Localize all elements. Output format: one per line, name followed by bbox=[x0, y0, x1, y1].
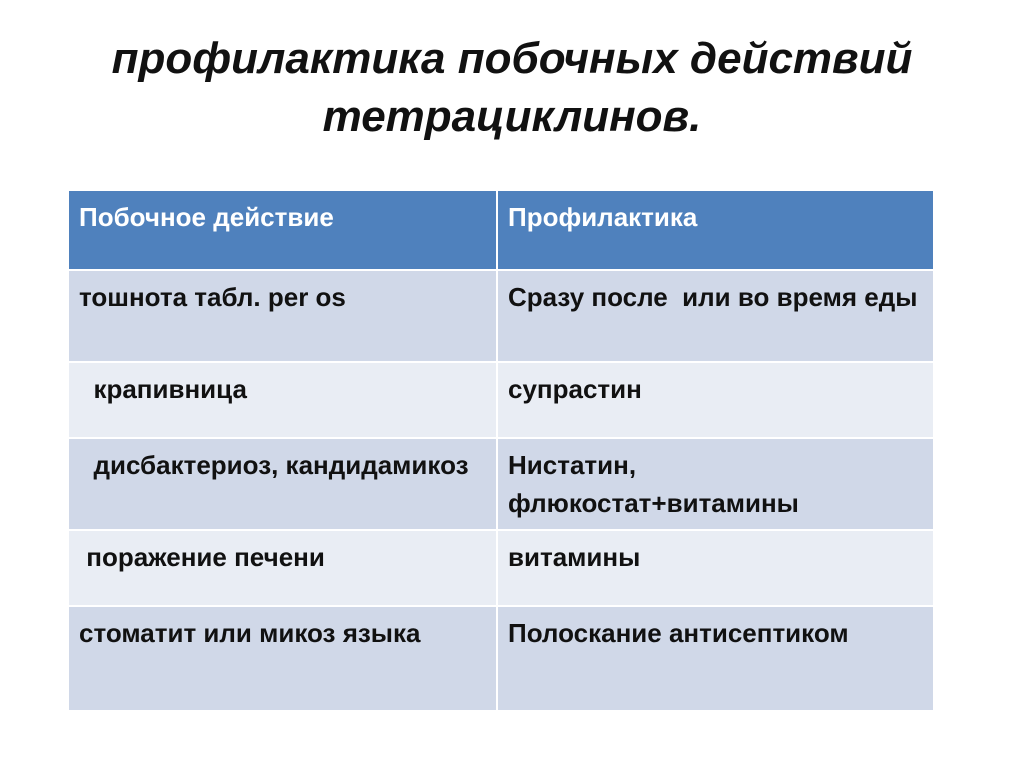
cell-side-effect: поражение печени bbox=[69, 531, 496, 605]
table-header-row bbox=[69, 191, 933, 269]
cell-prevention: Нистатин, флюкостат+витамины bbox=[498, 439, 933, 529]
table-row bbox=[69, 607, 933, 710]
cell-side-effect: стоматит или микоз языка bbox=[69, 607, 496, 710]
cell-prevention: Полоскание антисептиком bbox=[498, 607, 933, 710]
table-row bbox=[69, 271, 933, 361]
header-side-effect: Побочное действие bbox=[69, 191, 496, 269]
cell-prevention: Сразу после или во время еды bbox=[498, 271, 933, 361]
cell-side-effect: крапивница bbox=[69, 363, 496, 437]
cell-prevention: витамины bbox=[498, 531, 933, 605]
slide-title bbox=[0, 30, 1024, 146]
table-row bbox=[69, 439, 933, 529]
cell-side-effect: дисбактериоз, кандидамикоз bbox=[69, 439, 496, 529]
slide-title-line-1: профилактика побочных действий bbox=[111, 34, 913, 83]
header-prevention: Профилактика bbox=[498, 191, 933, 269]
table-row bbox=[69, 531, 933, 605]
slide-title-line-2: тетрациклинов. bbox=[322, 92, 702, 141]
table-row bbox=[69, 363, 933, 437]
side-effects-table bbox=[67, 189, 935, 712]
cell-prevention: супрастин bbox=[498, 363, 933, 437]
cell-side-effect: тошнота табл. per os bbox=[69, 271, 496, 361]
